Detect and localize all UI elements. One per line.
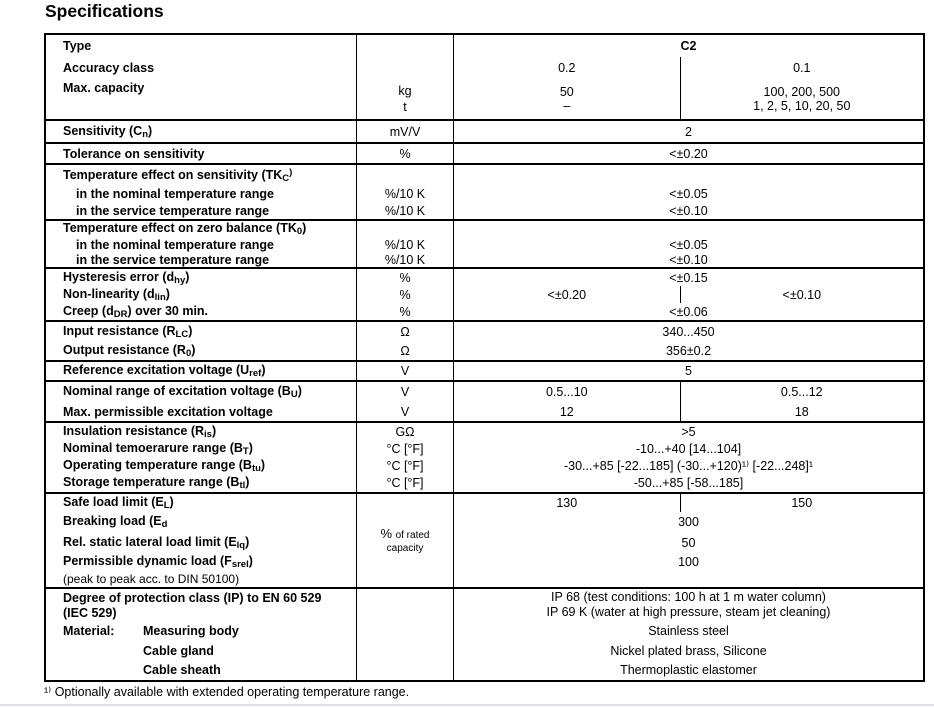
protection-values	[454, 589, 923, 620]
creep-value: <±0.06	[669, 304, 708, 319]
max-excitation-left: 12	[559, 404, 574, 419]
value-empty	[454, 165, 923, 185]
nonlinearity-right: <±0.10	[680, 286, 923, 303]
insulation-value: >5	[681, 424, 696, 439]
unit-percent-sign: %	[380, 525, 393, 541]
material-item-measuring-body: Measuring body	[143, 623, 239, 638]
capacity-left-kg: 50	[559, 84, 574, 99]
row-label-dynamic-load-note: (peak to peak acc. to DIN 50100)	[63, 572, 240, 586]
unit-empty	[357, 165, 453, 185]
row-label-breaking-load: Breaking load ($E_d$	[63, 514, 168, 530]
unit-empty	[357, 35, 453, 57]
dynamic-load-value: 100	[678, 555, 699, 569]
row-label-tolerance: Tolerance on sensitivity	[63, 146, 205, 161]
lateral-load-value: 50	[681, 535, 696, 550]
row-label-tk0-service: in the service temperature range	[76, 252, 270, 267]
row-label-accuracy-class: Accuracy class	[63, 60, 155, 75]
unit-per10k: %/10 K	[384, 252, 426, 267]
protection-label-line1: Degree of protection class (IP) to EN 60 529	[63, 591, 322, 605]
unit-empty	[357, 221, 453, 237]
safe-load-values	[454, 494, 923, 512]
block-type-capacity	[46, 35, 923, 119]
material-value-cable-gland: Nickel plated brass, Silicone	[610, 643, 767, 658]
nominal-temp-value: -10...+40 [14...104]	[635, 441, 742, 456]
reference-excitation-value: 5	[685, 364, 692, 378]
row-label-output-resistance: Output resistance $(R_0)$	[63, 342, 196, 359]
row-label-storage-temp: Storage temperature range $(B_{tl})$	[63, 475, 250, 491]
row-label-lateral-load: Rel. static lateral load limit $(E_{lq})$	[63, 534, 250, 551]
row-label-max-excitation: Max. permissible excitation voltage	[63, 404, 273, 419]
row-label-tkc: Temperature effect on sensitivity ($TK_C^)$	[63, 166, 293, 184]
unit-capacity-word: capacity	[386, 542, 424, 554]
unit-volt: V	[400, 364, 410, 378]
row-label-operating-temp: Operating temperature range $(B_{tu})$	[63, 457, 266, 474]
material-value-cable-sheath: Thermoplastic elastomer	[620, 663, 757, 677]
unit-rated-capacity	[357, 494, 453, 587]
row-label-nonlinearity: Non-linearity $(d_{lin})$	[63, 286, 170, 303]
unit-of-rated: of rated	[395, 529, 430, 541]
nonlinearity-left: <±0.20	[547, 287, 587, 302]
safe-load-right: 150	[680, 494, 923, 512]
unit-celsius: °C [°F]	[386, 441, 424, 456]
unit-empty	[357, 57, 453, 78]
nonlinearity-values	[454, 286, 923, 303]
unit-gohm: GΩ	[395, 424, 415, 439]
unit-volt: V	[400, 404, 410, 419]
row-label-reference-excitation: Reference excitation voltage $(U_{ref})$	[63, 363, 266, 379]
unit-per10k: %/10 K	[384, 186, 426, 201]
tkc-service-value: <±0.10	[669, 203, 708, 218]
block-tkc	[46, 163, 923, 219]
unit-celsius: °C [°F]	[386, 458, 424, 473]
row-label-max-capacity: Max. capacity	[63, 81, 145, 95]
capacity-right-kg: 100, 200, 500	[763, 84, 841, 99]
accuracy-class-left: 0.2	[558, 60, 576, 75]
block-load-limits	[46, 492, 923, 587]
max-excitation-values	[454, 402, 923, 421]
block-sensitivity	[46, 119, 923, 142]
material-item-cable-gland: Cable gland	[143, 643, 214, 658]
nominal-excitation-left: 0.5...10	[545, 385, 588, 399]
row-label-sensitivity: Sensitivity $(C_n)$	[63, 123, 153, 140]
capacity-left	[454, 78, 680, 119]
unit-percent: %	[399, 270, 411, 285]
row-label-tk0: Temperature effect on zero balance $(TK_0)$	[63, 221, 307, 237]
page-edge-line	[0, 704, 934, 706]
row-label-safe-load: Safe load limit $(E_L)$	[63, 495, 174, 511]
capacity-values	[454, 78, 923, 119]
output-resistance-value: 356±0.2	[665, 343, 712, 358]
unit-celsius: °C [°F]	[386, 476, 424, 490]
input-resistance-value: 340...450	[662, 324, 715, 339]
block-protection-material	[46, 587, 923, 680]
row-label-hysteresis: Hysteresis error $(d_{hy})$	[63, 269, 190, 286]
protection-value-ip68: IP 68 (test conditions: 100 h at 1 m water column)	[551, 589, 826, 604]
storage-temp-value: -50...+85 [-58...185]	[633, 476, 744, 490]
block-reference-excitation	[46, 360, 923, 380]
block-tolerance	[46, 142, 923, 163]
nominal-excitation-values	[454, 382, 923, 402]
tolerance-value: <±0.20	[669, 146, 708, 161]
capacity-right-t: 1, 2, 5, 10, 20, 50	[753, 98, 851, 113]
unit-kg: kg	[398, 83, 412, 98]
operating-temp-value: -30...+85 [-22...185] (-30...+120)¹⁾ [-22...248]¹	[563, 459, 814, 473]
specifications-table	[44, 33, 925, 682]
unit-percent: %	[399, 287, 411, 302]
tkc-nominal-value: <±0.05	[669, 186, 708, 201]
unit-ohm: Ω	[400, 324, 410, 339]
hysteresis-value: <±0.15	[669, 270, 708, 285]
value-empty	[454, 571, 923, 587]
unit-mvv: mV/V	[389, 124, 421, 139]
row-label-nominal-excitation: Nominal range of excitation voltage $(B_U)$	[63, 384, 302, 400]
unit-per10k: %/10 K	[384, 237, 426, 252]
row-label-creep: Creep $(d_{DR})$ over 30 min.	[63, 303, 209, 320]
unit-column	[357, 35, 454, 119]
breaking-load-value: 300	[678, 515, 699, 529]
row-label-tkc-service: in the service temperature range	[76, 203, 270, 218]
nominal-excitation-right: 0.5...12	[680, 382, 923, 402]
row-label-tkc-nominal: in the nominal temperature range	[76, 186, 274, 201]
type-value-c2: C2	[680, 39, 697, 53]
row-label-input-resistance: Input resistance $(R_{LC})$	[63, 323, 193, 340]
unit-t: t	[403, 99, 407, 114]
accuracy-class-right: 0.1	[680, 57, 923, 78]
unit-ohm: Ω	[400, 343, 410, 358]
value-column	[454, 35, 923, 119]
row-label-insulation: Insulation resistance $(R_{is})$	[63, 423, 217, 440]
unit-volt: V	[400, 385, 410, 399]
max-excitation-right: 18	[680, 402, 923, 421]
block-insulation-temps	[46, 421, 923, 492]
tk0-nominal-value: <±0.05	[669, 237, 708, 252]
value-empty	[454, 221, 923, 237]
tk0-service-value: <±0.10	[669, 252, 708, 267]
footnote: ¹⁾ Optionally available with extended operating temperature range.	[44, 685, 410, 699]
unit-per10k: %/10 K	[384, 203, 426, 218]
safe-load-left: 130	[556, 496, 578, 510]
unit-empty	[357, 589, 453, 620]
unit-empty	[357, 620, 453, 641]
material-item-cable-sheath: Cable sheath	[143, 663, 221, 677]
protection-value-ip69k: IP 69 K (water at high pressure, steam jet cleaning)	[546, 604, 831, 619]
block-hysteresis	[46, 267, 923, 320]
material-value-measuring-body: Stainless steel	[648, 623, 729, 638]
unit-empty	[357, 660, 453, 680]
row-label-dynamic-load: Permissible dynamic load $(F_{srel})$	[63, 554, 253, 570]
row-label-material: Material:	[63, 623, 115, 638]
row-label-tk0-nominal: in the nominal temperature range	[76, 237, 274, 252]
row-label-type: Type	[63, 39, 92, 53]
block-tk0	[46, 219, 923, 267]
page-title: Specifications	[45, 1, 164, 21]
row-label-nominal-temp: Nominal temoerarure range $(B_T)$	[63, 440, 253, 457]
capacity-left-t: –	[563, 98, 571, 113]
unit-percent: %	[399, 304, 411, 319]
row-label-protection	[63, 589, 356, 620]
block-excitation-range	[46, 380, 923, 421]
capacity-right	[680, 78, 923, 119]
unit-capacity	[357, 78, 453, 119]
unit-empty	[357, 641, 453, 660]
unit-percent: %	[399, 146, 411, 161]
accuracy-values	[454, 57, 923, 78]
block-resistance	[46, 320, 923, 360]
label-column	[46, 35, 357, 119]
protection-label-line2: (IEC 529)	[63, 606, 117, 620]
sensitivity-value: 2	[685, 124, 692, 139]
